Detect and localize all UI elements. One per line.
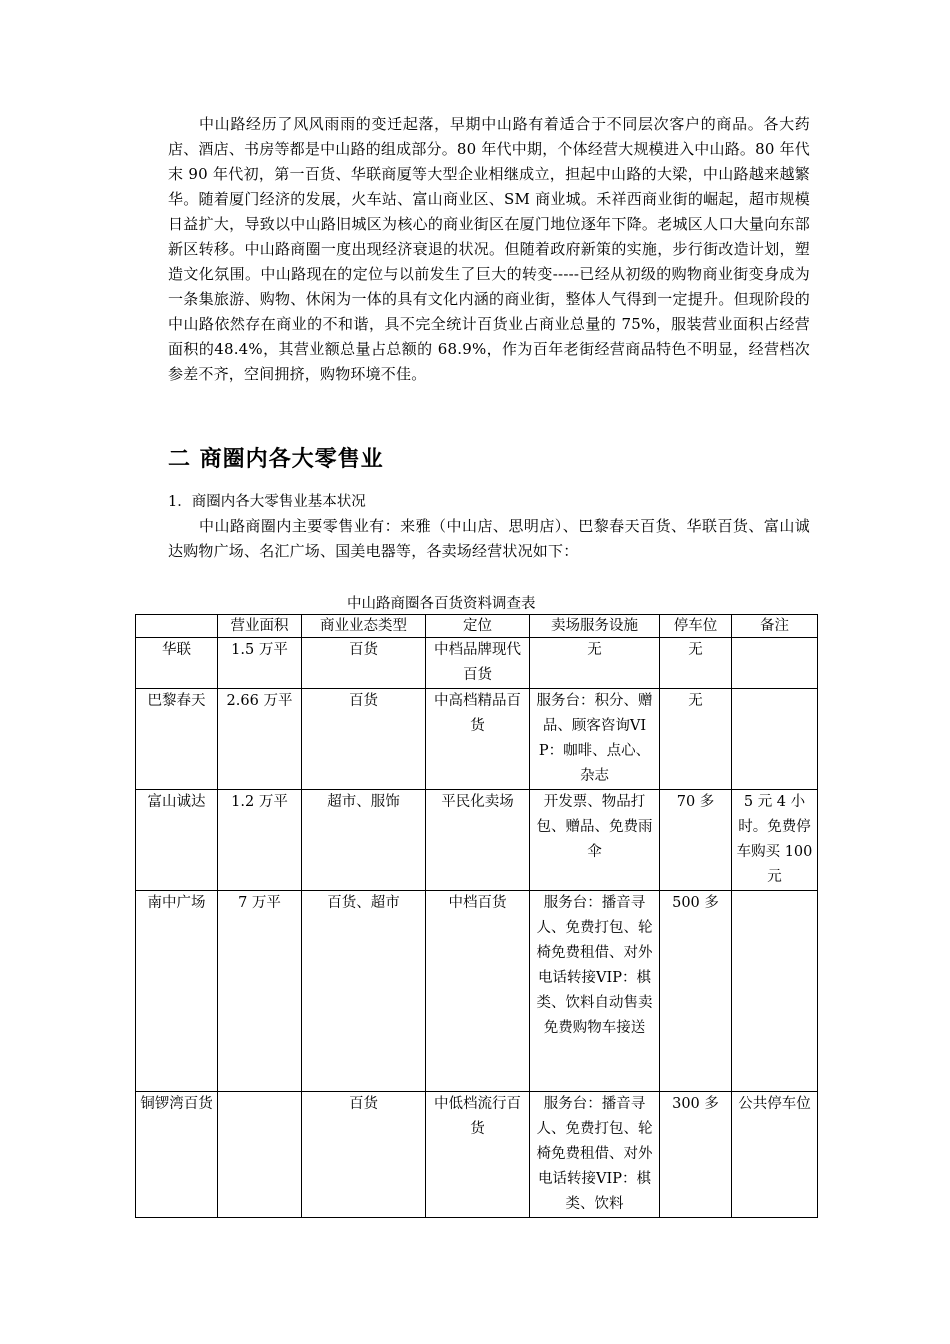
- table-cell: [732, 891, 818, 1092]
- table-row: [136, 638, 818, 689]
- table-caption: 中山路商圈各百货资料调查表: [347, 596, 536, 612]
- table-row: [136, 790, 818, 891]
- table-cell: 1.5 万平: [218, 638, 302, 689]
- table-cell: 铜锣湾百货: [136, 1092, 218, 1218]
- header-cell: 定位: [426, 615, 530, 638]
- table-cell: 中低档流行百货: [426, 1092, 530, 1218]
- table-cell: 南中广场: [136, 891, 218, 1092]
- table-cell: 中档百货: [426, 891, 530, 1092]
- table-cell: 巴黎春天: [136, 689, 218, 790]
- table-cell: 70 多: [660, 790, 732, 891]
- table-cell: 1.2 万平: [218, 790, 302, 891]
- table-cell: 服务台：播音寻人、免费打包、轮椅免费租借、对外电话转接VIP：棋类、饮料: [530, 1092, 660, 1218]
- intro-paragraph: 中山路经历了风风雨雨的变迁起落，早期中山路有着适合于不同层次客户的商品。各大药店、酒店、书房等都是中山路的组成部分。80 年代中期，个体经营大规模进入中山路。80 年代末 90 年代初，第一百货、华联商厦等大型企业相继成立，担起中山路的大梁，中山路越来越繁华。随着厦门经济的发展，火车站、富山商业区、SM 商业城。禾祥西商业街的崛起，超市规模日益扩大，导致以中山路旧城区为核心的商业街区在厦门地位逐年下降。老城区人口大量向东部新区转移。中山路商圈一度出现经济衰退的状况。但随着政府新策的实施，步行街改造计划，塑造文化氛围。中山路现在的定位与以前发生了巨大的转变-----已经从初级的购物商业街变身成为一条集旅游、购物、休闲为一体的具有文化内涵的商业街，整体人气得到一定提升。但现阶段的中山路依然存在商业的不和谐，具不完全统计百货业占商业总量的 75%，服装营业面积占经营面积的48.4%，其营业额总量占总额的 68.9%，作为百年老街经营商品特色不明显，经营档次参差不齐，空间拥挤，购物环境不佳。: [168, 115, 810, 383]
- table-cell: 无: [530, 638, 660, 689]
- header-cell: 停车位: [660, 615, 732, 638]
- subsection-heading: 1．商圈内各大零售业基本状况: [168, 494, 366, 510]
- table-cell: 300 多: [660, 1092, 732, 1218]
- table-cell: [218, 1092, 302, 1218]
- table-cell: 公共停车位: [732, 1092, 818, 1218]
- table-cell: 中高档精品百货: [426, 689, 530, 790]
- table-cell: 服务台：播音寻人、免费打包、轮椅免费租借、对外电话转接VIP：棋类、饮料自动售卖免费购物车接送: [530, 891, 660, 1092]
- header-cell: 商业业态类型: [302, 615, 426, 638]
- table-cell: [732, 638, 818, 689]
- table-cell: 华联: [136, 638, 218, 689]
- table-cell: 无: [660, 689, 732, 790]
- table-cell: 5 元 4 小时。免费停车购买 100 元: [732, 790, 818, 891]
- table-cell: 超市、服饰: [302, 790, 426, 891]
- table-cell: 500 多: [660, 891, 732, 1092]
- table-cell: 平民化卖场: [426, 790, 530, 891]
- table-row: [136, 689, 818, 790]
- table-cell: 无: [660, 638, 732, 689]
- header-cell: 营业面积: [218, 615, 302, 638]
- table-cell: 开发票、物品打包、赠品、免费雨伞: [530, 790, 660, 891]
- header-cell: [136, 615, 218, 638]
- table-cell: 富山诚达: [136, 790, 218, 891]
- table-cell: 中档品牌现代百货: [426, 638, 530, 689]
- table-cell: [732, 689, 818, 790]
- table-cell: 2.66 万平: [218, 689, 302, 790]
- table-cell: 百货: [302, 1092, 426, 1218]
- table-cell: 百货: [302, 689, 426, 790]
- table-row: [136, 891, 818, 1092]
- header-cell: 备注: [732, 615, 818, 638]
- table-cell: 7 万平: [218, 891, 302, 1092]
- section-heading: 二 商圈内各大零售业: [168, 446, 384, 472]
- table-cell: 百货、超市: [302, 891, 426, 1092]
- table-row: [136, 1092, 818, 1218]
- section-paragraph: 中山路商圈内主要零售业有：来雅（中山店、思明店）、巴黎春天百货、华联百货、富山诚达购物广场、名汇广场、国美电器等，各卖场经营状况如下：: [168, 517, 810, 560]
- survey-table: [135, 614, 818, 1218]
- table-header-row: [136, 615, 818, 638]
- header-cell: 卖场服务设施: [530, 615, 660, 638]
- table-cell: 服务台：积分、赠品、顾客咨询VIP：咖啡、点心、杂志: [530, 689, 660, 790]
- table-cell: 百货: [302, 638, 426, 689]
- document-body: [168, 112, 810, 560]
